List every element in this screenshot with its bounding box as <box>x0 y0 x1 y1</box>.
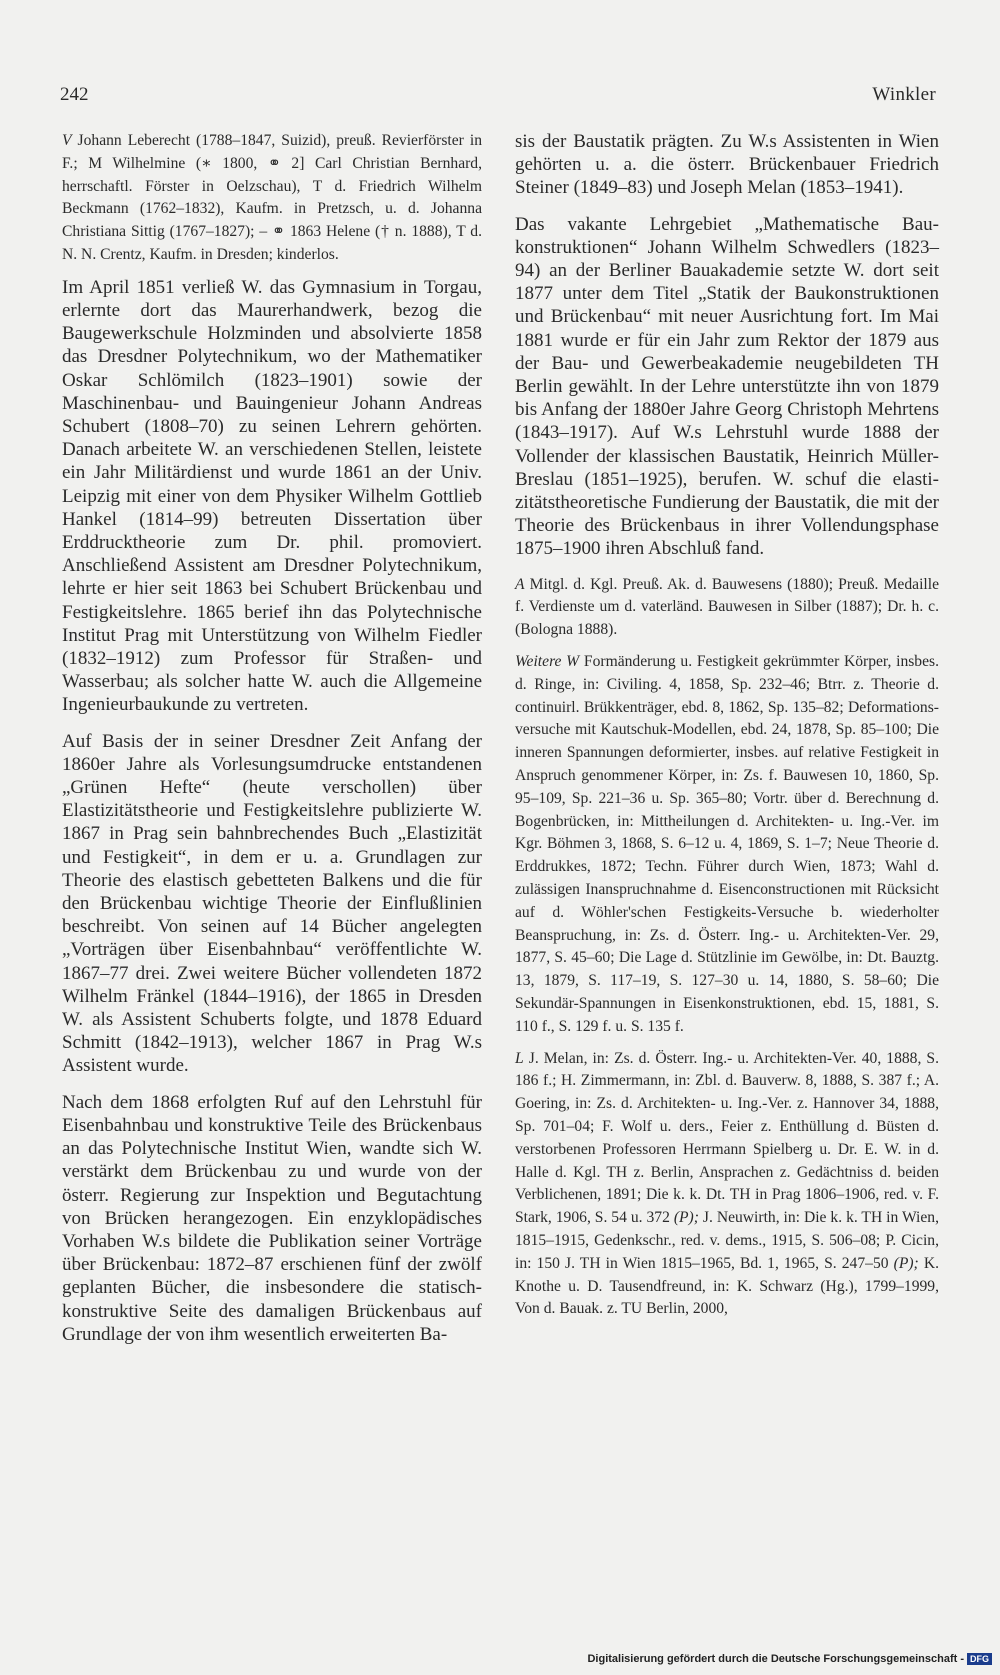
body-paragraph: Auf Basis der in seiner Dresdner Zeit Anfang der 1860er Jahre als Vorlesungsumdrucke entstandenen „Grünen Hefte“ (heute verschollen) über Elastizitätstheorie und Festigkeitslehre publizierte W. 1867 in Prag sein bahnbrechendes Buch „Elastizität und Festigkeit“, in dem er u. a. Grundlagen zur Theorie des elastisch gebetteten Balkens und die für den Brückenbau wichtige Theorie der Einflußlinien beschreibt. Von seinen auf 14 Bücher angelegten „Vorträgen über Eisenbahnbau“ veröffentlichte W. 1867–77 drei. Zwei weitere Bücher vollendeten 1872 Wilhelm Fränkel (1844–1916), der 1865 in Dresden W. als Assistent Schuberts folgte, und 1878 Eduard Schmitt (1842–1913), welcher 1867 in Prag W.s Assistent wurde. <box>62 730 482 1077</box>
family-text: Johann Leberecht (1788–1847, Suizid), preuß. Revierförster in F.; M Wilhelmine (∗ 1800, ⚭ 2] Carl Christian Bernhard, herrschaftl. Förster in Oelzschau), T d. Friedrich Wilhelm Beckmann (1762–1832), Kaufm. in Pretzsch, u. d. Johanna Christiana Sittig (1767–1827); – ⚭ 1863 Helene († n. 1888), T d. N. N. Crentz, Kaufm. in Dresden; kinderlos. <box>62 132 482 263</box>
dfg-logo: DFG <box>967 1653 992 1665</box>
awards-label: A <box>515 575 525 593</box>
works-label: Weitere W <box>515 653 580 671</box>
body-paragraph: Das vakante Lehrgebiet „Mathematische Baukonstruktionen“ Johann Wilhelm Schwedlers (1823–94) an der Berliner Bauakademie setzte W. dort seit 1877 unter dem Titel „Statik der Baukonstruktionen und Brückenbau“ mit neuer Ausrichtung fort. Im Mai 1881 wurde er für ein Jahr zum Rektor der 1879 aus der Bau- und Gewerbeakademie neugebildeten TH Berlin gewählt. In der Lehre unterstützte ihn von 1879 bis Anfang der 1880er Jahre Georg Christoph Mehrtens (1843–1917). Auf W.s Lehrstuhl wurde 1888 der Vollender der klassischen Baustatik, Heinrich Müller-Breslau (1851–1925), berufen. W. schuf die elastizitätstheoretische Fundierung der Baustatik, die mit der Theorie des Brückenbaus in ihrer Vollendungsphase 1875–1900 ihren Abschluß fand. <box>515 213 939 560</box>
family-info <box>62 130 482 267</box>
literature-text: J. Neuwirth, in: Die k. k. TH in Wien, 1815–1915, Gedenkschr., red. v. dems., 1915, S. 506–08; P. Cicin, in: 150 J. TH in Wien 1815–1965, Bd. 1, 1965, S. 247–50 <box>515 1209 939 1272</box>
page-number: 242 <box>60 84 89 105</box>
awards-section <box>515 574 939 642</box>
literature-label: L <box>515 1049 524 1067</box>
family-v-label: V <box>62 132 72 149</box>
literature-section <box>515 1048 939 1322</box>
right-column <box>515 130 939 1321</box>
portrait-mark: (P); <box>673 1209 699 1227</box>
page-header <box>60 84 936 114</box>
body-paragraph: Nach dem 1868 erfolgten Ruf auf den Lehrstuhl für Eisenbahnbau und konstruktive Teile des Brückenbaus an das Polytechnische Institut Wien, wandte sich W. verstärkt dem Brückenbau zu und wurde von der österr. Regierung zur Inspektion und Begutachtung von Brücken herangezogen. Ein enzyklopädisches Vorhaben W.s bildete die Publikation seiner Vorträge über Brückenbau: 1872–87 erschienen fünf der zwölf geplanten Bücher, die insbesondere die statisch-konstruktive Seite des damaligen Brückenbaus auf Grundlage der von ihm wesentlich erweiterten Ba- <box>62 1091 482 1345</box>
footer-text: Digitalisierung gefördert durch die Deutsche Forschungsgemeinschaft - <box>587 1652 964 1665</box>
digitization-footer <box>587 1653 992 1665</box>
awards-text: Mitgl. d. Kgl. Preuß. Ak. d. Bauwesens (1880); Preuß. Medaille f. Verdienste um d. vaterländ. Bauwesen in Silber (1887); Dr. h. c. (Bologna 1888). <box>515 575 939 639</box>
literature-text: K. Knothe u. D. Tausendfreund, in: K. Schwarz (Hg.), 1799–1999, Von d. Bauak. z. TU Berlin, 2000, <box>515 1254 940 1318</box>
body-paragraph: Im April 1851 verließ W. das Gymnasium in Torgau, erlernte dort das Maurerhandwerk, bezog die Baugewerkschule Holzminden und absolvierte 1858 das Dresdner Polytechnikum, wo der Mathematiker Oskar Schlömilch (1823–1901) sowie der Maschinenbau- und Bauingenieur Johann Andreas Schubert (1808–70) zu seinen Lehrern gehörten. Danach arbeitete W. an verschiedenen Stellen, leistete ein Jahr Militärdienst und wurde 1861 an der Univ. Leipzig mit einer von dem Physiker Wilhelm Gottlieb Hankel (1814–99) betreuten Dissertation über Erddrucktheorie zum Dr. phil. promoviert. Anschließend Assistent am Dresdner Polytechnikum, lehrte er hier seit 1863 bei Schubert Brückenbau und Festigkeitslehre. 1865 berief ihn das Polytechnische Institut Prag mit Unterstützung von Wilhelm Fiedler (1832–1912) zum Professor für Straßen- und Wasserbau; als solcher hatte W. auch die Allgemeine Ingenieurbaukunde zu vertreten. <box>62 276 482 716</box>
works-section <box>515 651 939 1039</box>
literature-text: J. Melan, in: Zs. d. Österr. Ing.- u. Architekten-Ver. 40, 1888, S. 186 f.; H. Zimmermann, in: Zbl. d. Bauverw. 8, 1888, S. 387 f.; A. Goering, in: Zs. d. Architekten- u. Ing.-Ver. z. Hannover 34, 1888, Sp. 701–04; F. Wolf u. ders., Feier z. Enthüllung d. Büsten d. verstorbenen Professoren Herrmann Spielberg u. Dr. E. W. in d. Halle d. Kgl. TH z. Berlin, Ansprachen z. Gedächtniss d. beiden Verblichenen, 1891; Die k. k. Dt. TH in Prag 1806–1906, red. v. F. Stark, 1906, S. 54 u. 372 <box>515 1049 939 1227</box>
portrait-mark: (P); <box>893 1254 919 1272</box>
running-title: Winkler <box>872 84 936 105</box>
body-paragraph: sis der Baustatik prägten. Zu W.s Assistenten in Wien gehörten u. a. die österr. Brückenbauer Friedrich Steiner (1849–83) und Joseph Melan (1853–1941). <box>515 131 939 199</box>
left-column <box>62 130 482 1346</box>
works-text: Formänderung u. Festigkeit gekrümmter Körper, insbes. d. Ringe, in: Civiling. 4, 1858, Sp. 232–46; Btrr. z. Theorie d. continuirl. Brükkenträger, ebd. 8, 1862, Sp. 135–82; Deformationsversuche mit Kautschuk-Modellen, ebd. 24, 1878, Sp. 85–100; Die inneren Spannungen deformierter, insbes. auf relative Festigkeit in Anspruch genommener Körper, in: Zs. f. Bauwesen 10, 1860, Sp. 95–109, Sp. 221–36 u. Sp. 365–80; Vortr. über d. Berechnung d. Bogenbrücken, in: Mittheilungen d. Architekten- u. Ing.-Ver. im Kgr. Böhmen 3, 1868, S. 6–12 u. 4, 1869, S. 1–7; Neue Theorie d. Erddrukkes, 1872; Techn. Führer durch Wien, 1873; Wahl d. zulässigen Inanspruchnahme d. Eisenconstructionen mit Rücksicht auf d. Wöhler'schen Festigkeits-Versuche b. wiederholter Beanspruchung, in: Zs. d. Österr. Ing.- u. Architekten-Ver. 29, 1877, S. 45–60; Die Lage d. Stützlinie im Gewölbe, in: Dt. Bauztg. 13, 1879, S. 117–19, S. 127–30 u. 14, 1880, S. 58–60; Die Sekundär-Spannungen in Eisenkonstruktionen, ebd. 15, 1881, S. 110 f., S. 129 f. u. S. 135 f. <box>515 653 939 1035</box>
